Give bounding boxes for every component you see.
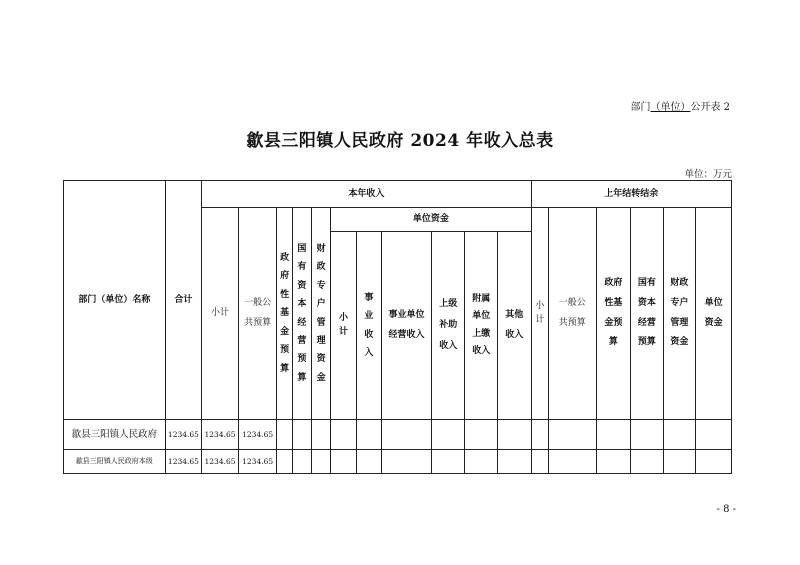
table-cell xyxy=(497,450,531,474)
row-dept-name: 歙县三阳镇人民政府 xyxy=(64,420,166,450)
table-cell xyxy=(596,450,631,474)
table-cell xyxy=(277,420,292,450)
header-affiliated-unit-income: 附属单位上缴收入 xyxy=(465,232,498,420)
table-cell xyxy=(356,420,381,450)
row-total: 1234.65 xyxy=(165,420,202,450)
table-label xyxy=(600,98,730,113)
header-business-operating-income: 事业单位经营收入 xyxy=(382,232,432,420)
page-number: - 8 - xyxy=(716,504,736,515)
header-current-fiscal-special-funds: 财政专户管理资金 xyxy=(312,208,331,420)
header-carryover-fiscal-special-funds: 财政专户管理资金 xyxy=(663,208,696,420)
table-row xyxy=(64,420,732,450)
header-business-income: 事业收入 xyxy=(356,232,381,420)
header-total: 合计 xyxy=(165,181,202,420)
header-carryover-gov-fund-budget: 政府性基金预算 xyxy=(596,208,631,420)
table-cell xyxy=(431,450,465,474)
header-current-state-capital-budget: 国有资本经营预算 xyxy=(292,208,311,420)
table-cell xyxy=(663,450,696,474)
row-general-budget: 1234.65 xyxy=(238,450,277,474)
table-cell xyxy=(631,420,664,450)
header-current-year-income: 本年收入 xyxy=(202,181,531,208)
table-cell xyxy=(696,420,732,450)
table-cell xyxy=(663,420,696,450)
table-cell xyxy=(531,450,548,474)
header-prior-year-carryover: 上年结转结余 xyxy=(531,181,731,208)
table-cell xyxy=(382,450,432,474)
header-carryover-unit-funds: 单位资金 xyxy=(696,208,732,420)
table-cell xyxy=(497,420,531,450)
header-current-general-budget: 一般公共预算 xyxy=(238,208,277,420)
table-cell xyxy=(531,420,548,450)
income-table xyxy=(63,180,732,474)
table-cell xyxy=(331,450,356,474)
header-carryover-state-capital-budget: 国有资本经营预算 xyxy=(631,208,664,420)
table-cell xyxy=(312,450,331,474)
table-cell xyxy=(356,450,381,474)
header-other-income: 其他收入 xyxy=(497,232,531,420)
row-total: 1234.65 xyxy=(165,450,202,474)
table-cell xyxy=(465,450,498,474)
table-cell xyxy=(548,450,596,474)
table-cell xyxy=(596,420,631,450)
table-cell xyxy=(312,420,331,450)
table-cell xyxy=(331,420,356,450)
table-label-unit: （单位） xyxy=(650,102,691,113)
table-cell xyxy=(696,450,732,474)
table-cell xyxy=(277,450,292,474)
row-subtotal: 1234.65 xyxy=(202,420,239,450)
header-unit-funds: 单位资金 xyxy=(331,208,531,232)
table-cell xyxy=(431,420,465,450)
table-cell xyxy=(382,420,432,450)
table-cell xyxy=(548,420,596,450)
header-current-gov-fund-budget: 政府性基金预算 xyxy=(277,208,292,420)
table-label-dept: 部门 xyxy=(630,102,651,113)
table-cell xyxy=(292,420,311,450)
row-dept-name: 歙县三阳镇人民政府本级 xyxy=(64,450,166,474)
table-cell xyxy=(631,450,664,474)
header-unit-subtotal: 小计 xyxy=(331,232,356,420)
header-carryover-subtotal: 小计 xyxy=(531,208,548,420)
page-title: 歙县三阳镇人民政府 2024 年收入总表 xyxy=(246,131,554,151)
header-carryover-general-budget: 一般公共预算 xyxy=(548,208,596,420)
table-cell xyxy=(465,420,498,450)
table-row xyxy=(64,450,732,474)
unit-label: 单位：万元 xyxy=(684,169,732,180)
header-dept-name: 部门（单位）名称 xyxy=(64,181,166,420)
header-current-subtotal: 小计 xyxy=(202,208,239,420)
table-cell xyxy=(292,450,311,474)
header-superior-subsidy-income: 上级补助收入 xyxy=(431,232,465,420)
table-label-suffix: 公开表 2 xyxy=(690,102,730,113)
row-subtotal: 1234.65 xyxy=(202,450,239,474)
row-general-budget: 1234.65 xyxy=(238,420,277,450)
